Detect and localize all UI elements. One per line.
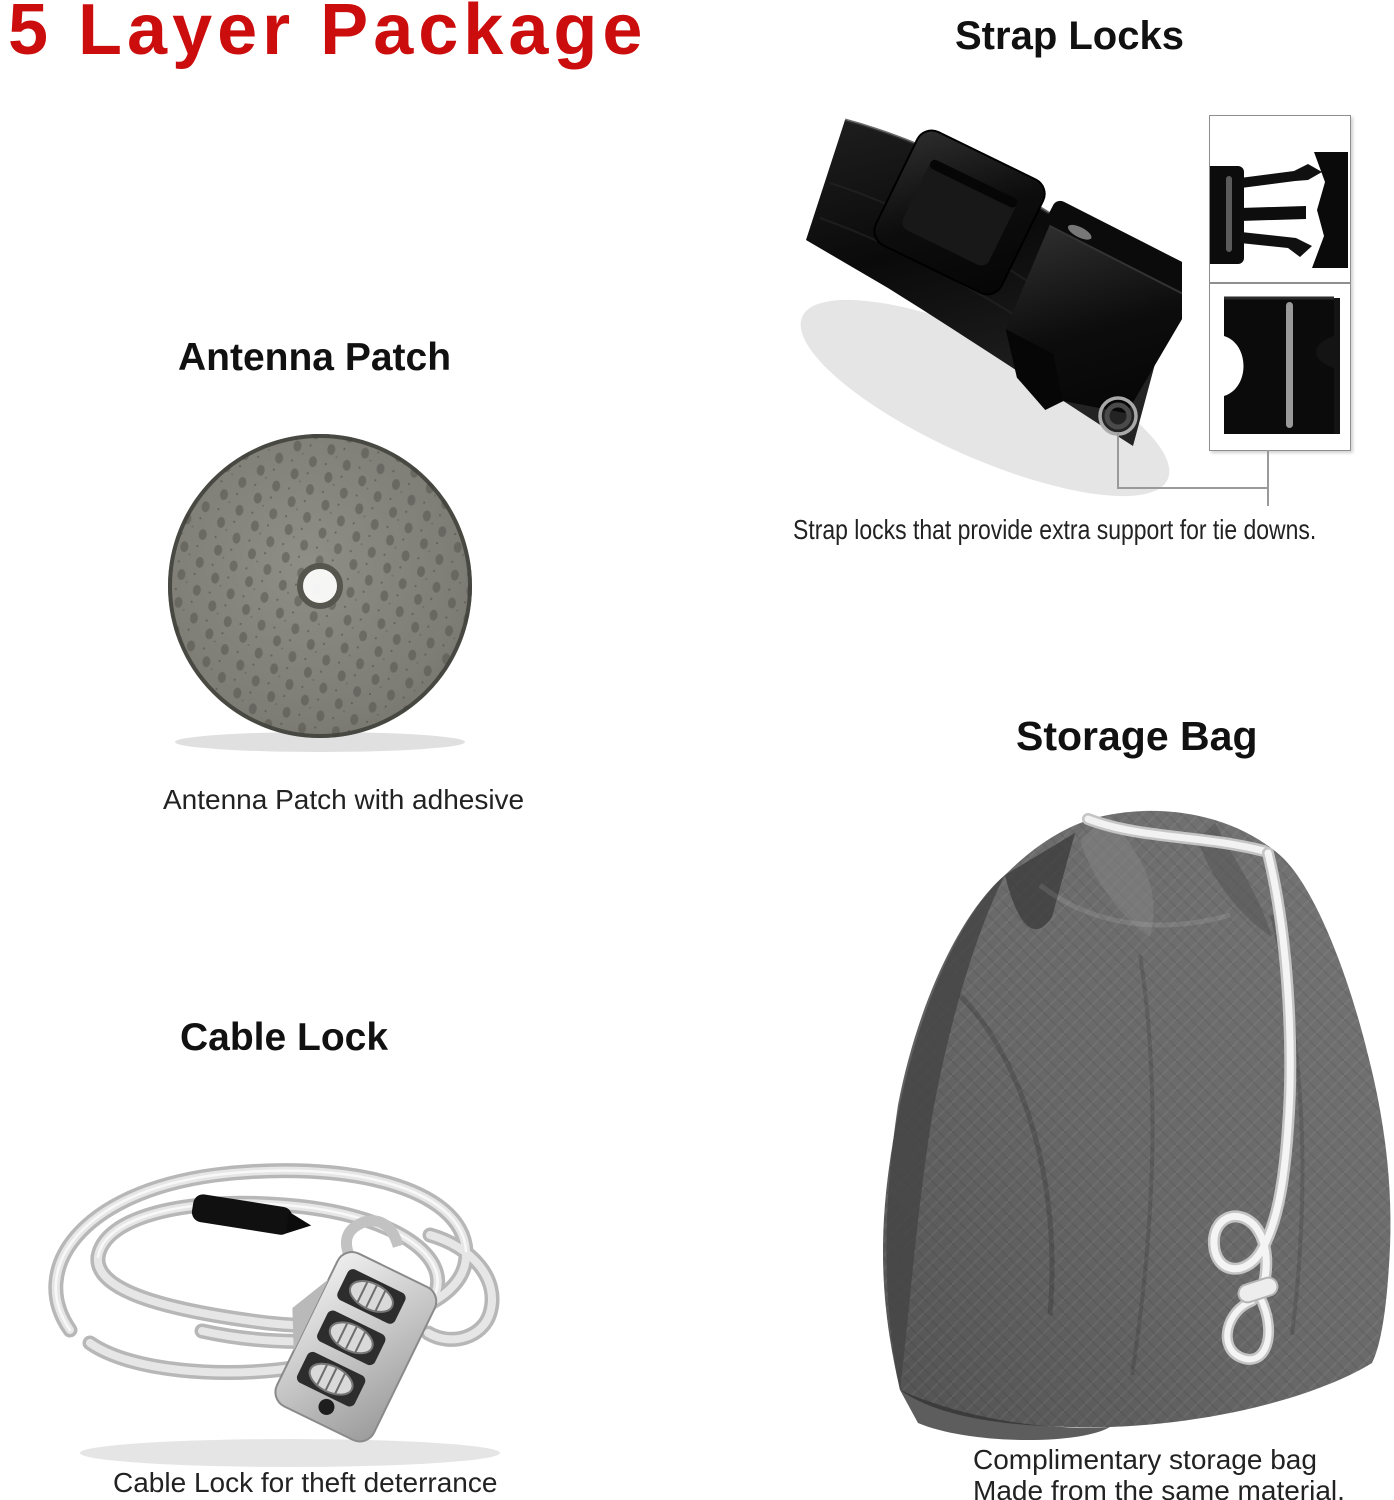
cable-coil (56, 1171, 492, 1373)
buckle-latched-inset (1209, 283, 1351, 451)
antenna-patch-heading: Antenna Patch (178, 336, 452, 379)
storage-bag-caption (973, 1444, 1345, 1500)
storage-bag-caption-line2: Made from the same material. (973, 1475, 1345, 1500)
cable-lock-heading: Cable Lock (180, 1016, 389, 1059)
connector-line-vertical-right (1267, 450, 1269, 506)
storage-bag-heading: Storage Bag (1016, 713, 1258, 759)
strap-locks-caption: Strap locks that provide extra support for tie downs. (793, 514, 1317, 545)
buckle-unlatched-inset (1209, 115, 1351, 283)
connector-line-horizontal (1117, 487, 1269, 489)
strap-locks-heading: Strap Locks (955, 14, 1184, 58)
antenna-patch-caption: Antenna Patch with adhesive (163, 784, 525, 815)
storage-bag-photo (840, 795, 1394, 1445)
connector-line-vertical-left (1117, 432, 1119, 489)
page-title: 5 Layer Package (8, 0, 648, 70)
strap-locks-photo (770, 98, 1182, 510)
cable-lock-caption: Cable Lock for theft deterrance (113, 1467, 498, 1498)
storage-bag-caption-line1: Complimentary storage bag (973, 1444, 1317, 1475)
cable-lock-photo (0, 1075, 560, 1475)
antenna-patch-photo (155, 424, 485, 756)
patch-center-hole (300, 566, 340, 606)
